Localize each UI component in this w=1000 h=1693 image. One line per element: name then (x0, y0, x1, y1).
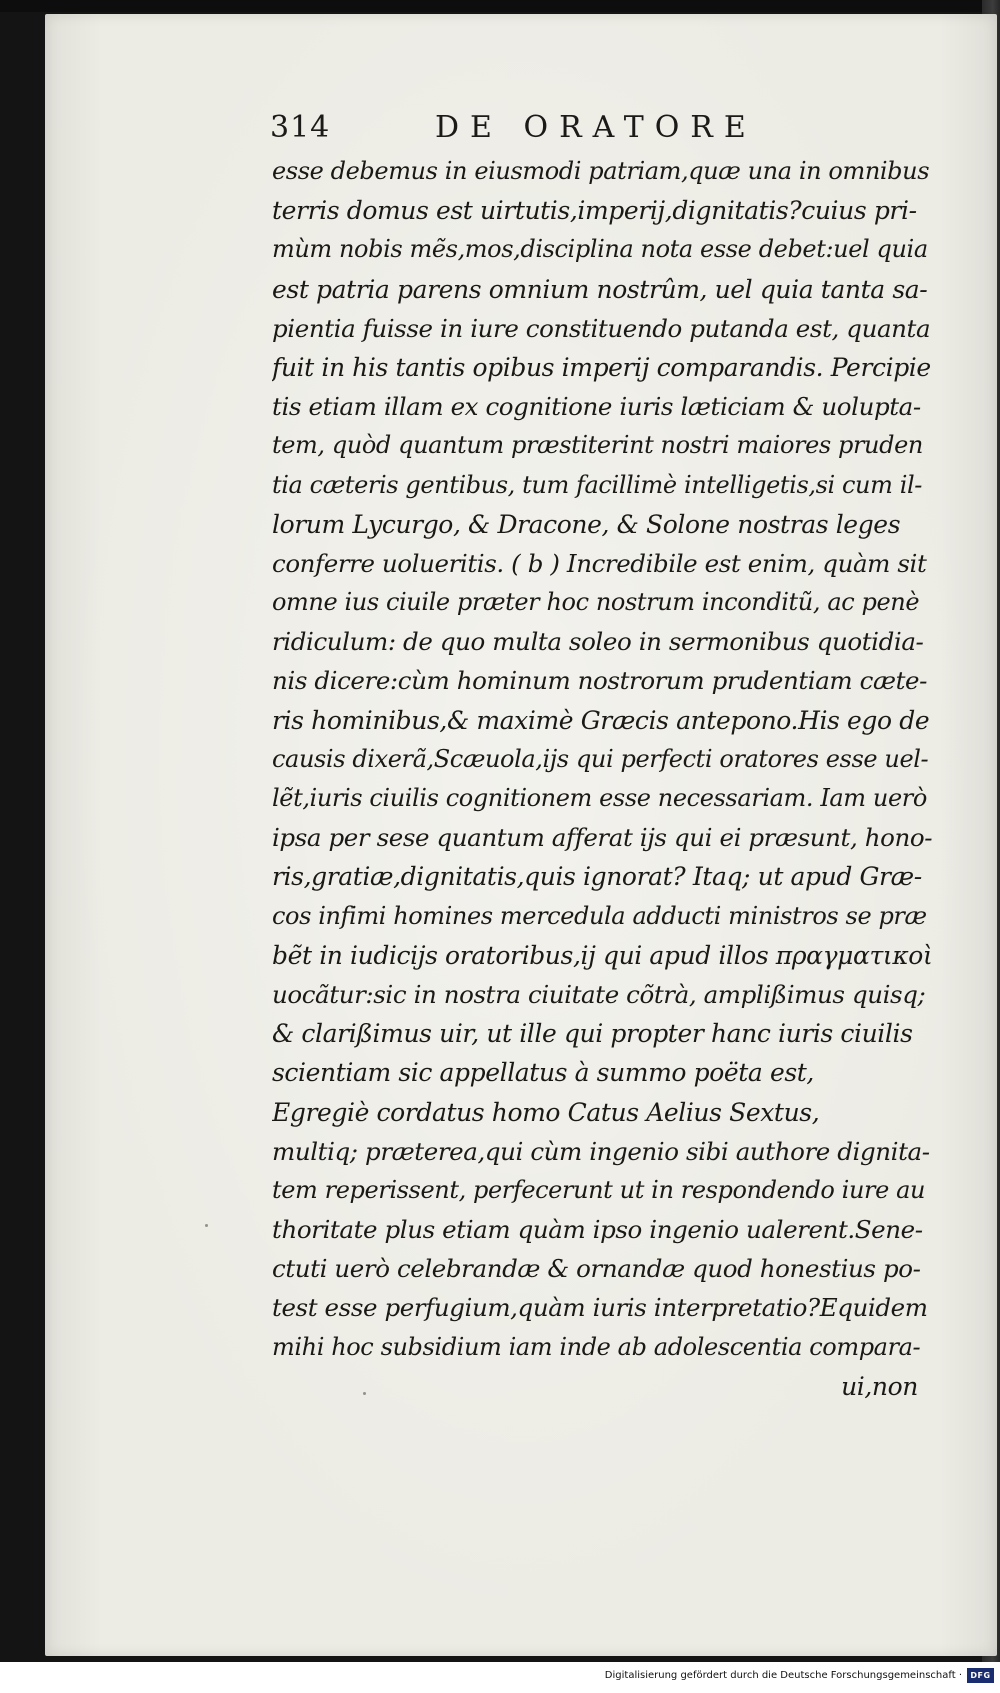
text-line: bẽt in iudicijs oratoribus,ij qui apud illos πραγματικοὶ (272, 940, 932, 970)
text-line: tis etiam illam ex cognitione iuris læticiam & uolupta- (272, 392, 921, 422)
text-line: causis dixerã,Scæuola,ijs qui perfecti oratores esse uel- (272, 744, 929, 773)
text-line: ris,gratiæ,dignitatis,quis ignorat? Itaq; ut apud Græ- (272, 862, 922, 892)
body-text (272, 152, 932, 1406)
text-line: pientia fuisse in iure constituendo putanda est, quanta (272, 313, 931, 343)
paper-speck (205, 1224, 208, 1227)
catchword: ui,non (841, 1371, 918, 1401)
text-line: scientiam sic appellatus à summo poëta est, (272, 1058, 814, 1088)
text-line: terris domus est uirtutis,imperij,dignitatis?cuius pri- (272, 196, 917, 226)
text-line: test esse perfugium,quàm iuris interpretatio?Equidem (272, 1293, 928, 1323)
text-line: ris hominibus,& maximè Græcis antepono.His ego de (272, 705, 930, 735)
text-line: & clarißimus uir, ut ille qui propter hanc iuris ciuilis (272, 1019, 913, 1049)
text-line: tia cæteris gentibus, tum facillimè intelligetis,si cum il- (272, 470, 922, 499)
text-line: esse debemus in eiusmodi patriam,quæ una in omnibus (272, 157, 930, 185)
dfg-logo: DFG (967, 1668, 994, 1683)
text-line: cos infimi homines mercedula adducti ministros se præ (272, 901, 927, 930)
text-line: est patria parens omnium nostrûm, uel quia tanta sa- (272, 274, 928, 304)
text-line: Egregiè cordatus homo Catus Aelius Sextus, (272, 1097, 820, 1127)
text-line: multiq; præterea,qui cùm ingenio sibi authore dignita- (272, 1136, 930, 1166)
text-line: tem, quòd quantum præstiterint nostri maiores pruden (272, 431, 923, 460)
text-line: fuit in his tantis opibus imperij comparandis. Percipie (272, 352, 931, 382)
running-title: DE ORATORE (435, 110, 757, 145)
text-line: lẽt,iuris ciuilis cognitionem esse necessariam. Iam uerò (272, 784, 927, 812)
text-line: uocãtur:sic in nostra ciuitate cõtrà, amplißimus quisq; (272, 979, 926, 1009)
text-line: ipsa per sese quantum afferat ijs qui ei præsunt, hono- (272, 823, 932, 853)
text-line: mihi hoc subsidium iam inde ab adolescentia compara- (272, 1332, 921, 1361)
page-number: 314 (270, 110, 331, 145)
text-line: nis dicere:cùm hominum nostrorum prudentiam cæte- (272, 666, 928, 696)
text-line: ctuti uerò celebrandæ & ornandæ quod honestius po- (272, 1254, 921, 1284)
text-line: omne ius ciuile præter hoc nostrum inconditũ, ac penè (272, 588, 920, 617)
scan-top-edge (0, 0, 1000, 12)
digitization-footer (0, 1662, 1000, 1693)
text-line: ridiculum: de quo multa soleo in sermonibus quotidia- (272, 627, 924, 657)
running-head (270, 110, 930, 154)
footer-credit: Digitalisierung gefördert durch die Deutsche Forschungsgemeinschaft · (604, 1670, 962, 1681)
text-line: mùm nobis mẽs,mos,disciplina nota esse debet:uel quia (272, 235, 928, 264)
text-line: thoritate plus etiam quàm ipso ingenio ualerent.Sene- (272, 1215, 923, 1245)
text-line: tem reperissent, perfecerunt ut in respondendo iure au (272, 1175, 926, 1204)
text-line: conferre uolueritis. ( b ) Incredibile est enim, quàm sit (272, 548, 927, 578)
text-line: lorum Lycurgo, & Dracone, & Solone nostras leges (272, 509, 901, 539)
